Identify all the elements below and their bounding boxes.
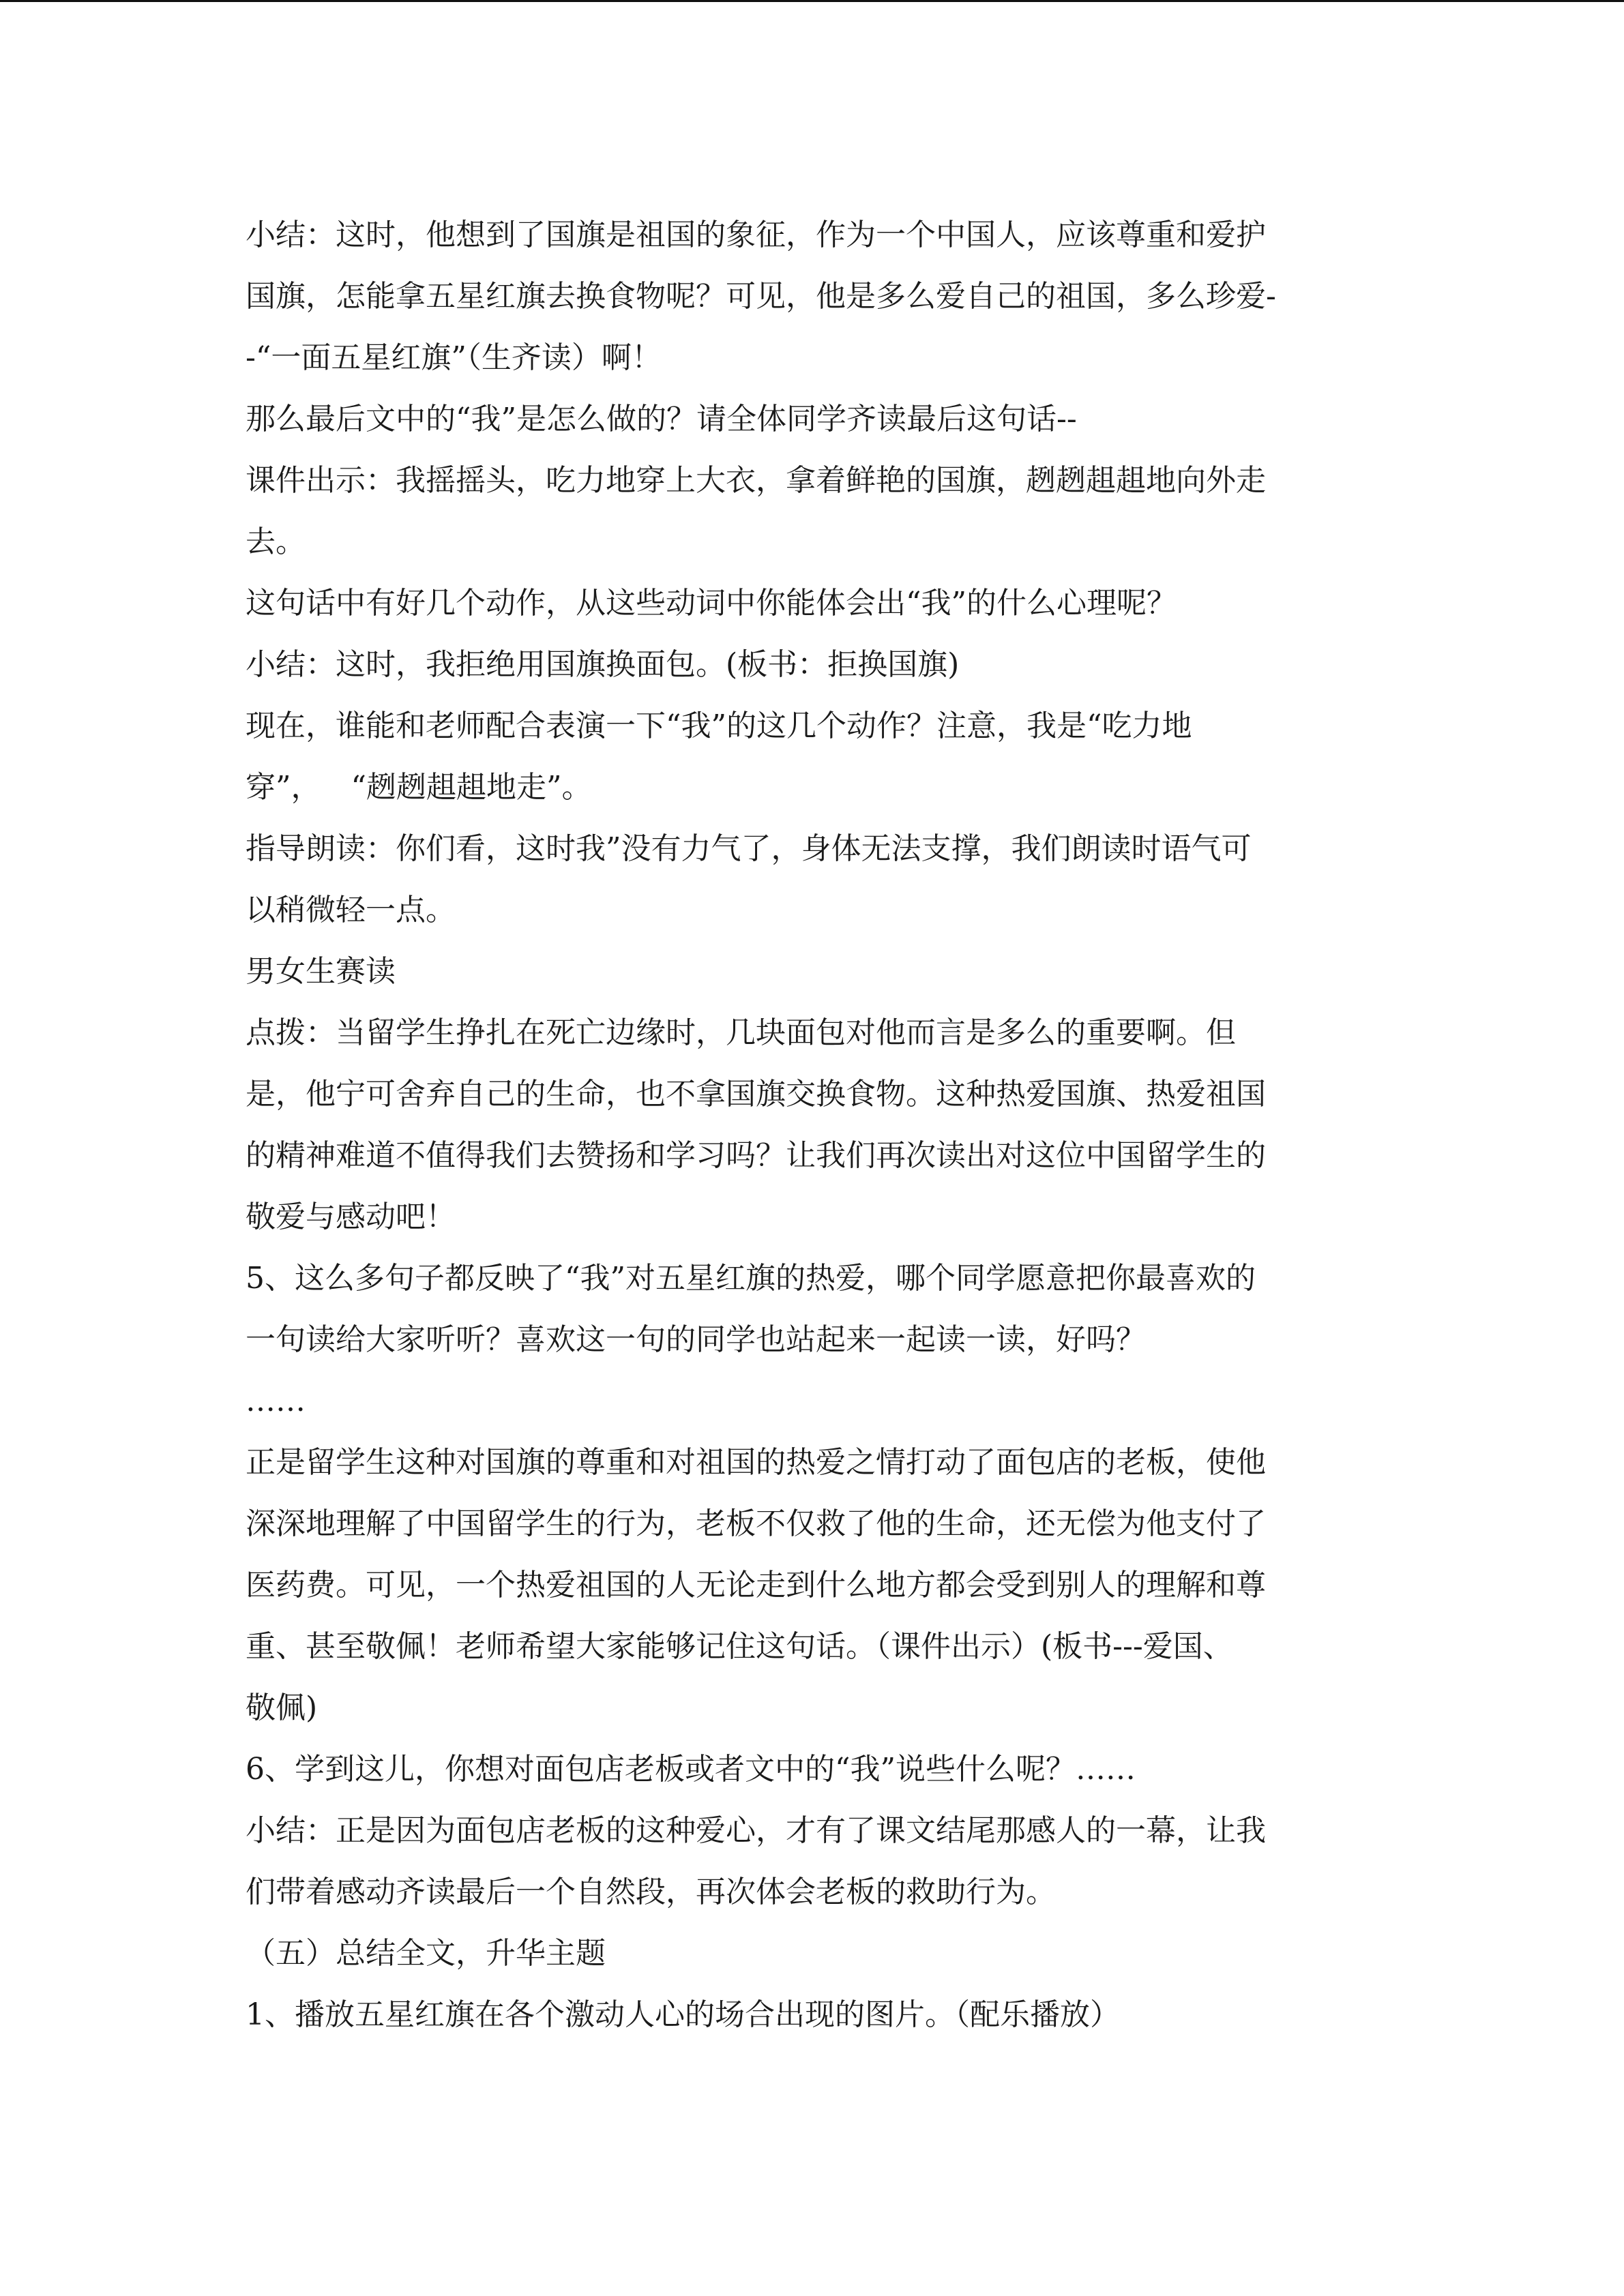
text-line: 小结：正是因为面包店老板的这种爱心，才有了课文结尾那感人的一幕，让我	[246, 1813, 1266, 1848]
text-line: 的精神难道不值得我们去赞扬和学习吗？让我们再次读出对这位中国留学生的	[246, 1138, 1266, 1173]
text-line: 那么最后文中的“我”是怎么做的？请全体同学齐读最后这句话--	[246, 402, 1077, 436]
text-line: 这句话中有好几个动作，从这些动词中你能体会出“我”的什么心理呢？	[246, 586, 1177, 621]
text-fragment: 穿”，	[246, 770, 321, 805]
top-border-line	[0, 0, 1624, 2]
text-line: 是，他宁可舍弃自己的生命，也不拿国旗交换食物。这种热爱国旗、热爱祖国	[246, 1077, 1266, 1112]
text-line: 们带着感动齐读最后一个自然段，再次体会老板的救助行为。	[246, 1875, 1056, 1909]
text-line: 小结：这时，他想到了国旗是祖国的象征，作为一个中国人，应该尊重和爱护	[246, 218, 1266, 252]
text-line: 男女生赛读	[246, 954, 396, 989]
text-line: 指导朗读：你们看，这时我”没有力气了，身体无法支撑，我们朗读时语气可	[246, 831, 1252, 866]
text-line: 敬爱与感动吧！	[246, 1199, 456, 1234]
section-heading: （五）总结全文，升华主题	[246, 1936, 606, 1971]
text-line: 敬佩)	[246, 1690, 318, 1725]
text-line: 重、甚至敬佩！老师希望大家能够记住这句话。（课件出示）(板书---爱国、	[246, 1629, 1233, 1664]
text-line: ……	[246, 1384, 306, 1418]
document-body	[246, 205, 1378, 2046]
text-line: 国旗，怎能拿五星红旗去换食物呢？可见，他是多么爱自己的祖国，多么珍爱-	[246, 279, 1276, 314]
text-line: 医药费。可见，一个热爱祖国的人无论走到什么地方都会受到别人的理解和尊	[246, 1568, 1266, 1602]
text-line: 正是留学生这种对国旗的尊重和对祖国的热爱之情打动了面包店的老板，使他	[246, 1445, 1266, 1480]
text-line: 深深地理解了中国留学生的行为，老板不仅救了他的生命，还无偿为他支付了	[246, 1506, 1266, 1541]
text-line: 一句读给大家听听？喜欢这一句的同学也站起来一起读一读，好吗？	[246, 1322, 1146, 1357]
text-line: 小结：这时，我拒绝用国旗换面包。(板书：拒换国旗)	[246, 647, 960, 682]
text-fragment: “趔趔趄趄地走”。	[351, 770, 592, 805]
text-line: 课件出示：我摇摇头，吃力地穿上大衣，拿着鲜艳的国旗，趔趔趄趄地向外走	[246, 463, 1266, 498]
text-line: 以稍微轻一点。	[246, 893, 456, 927]
text-line: 现在，谁能和老师配合表演一下“我”的这几个动作？注意，我是“吃力地	[246, 709, 1192, 743]
text-line-split	[246, 757, 1378, 818]
text-line: 6、学到这儿，你想对面包店老板或者文中的“我”说些什么呢？……	[246, 1752, 1136, 1787]
text-line: 点拨：当留学生挣扎在死亡边缘时，几块面包对他而言是多么的重要啊。但	[246, 1015, 1236, 1050]
text-line: -“一面五星红旗”（生齐读）啊！	[246, 340, 662, 375]
text-line: 去。	[246, 524, 306, 559]
text-line: 1、播放五星红旗在各个激动人心的场合出现的图片。（配乐播放）	[246, 1997, 1120, 2032]
text-line: 5、这么多句子都反映了“我”对五星红旗的热爱，哪个同学愿意把你最喜欢的	[246, 1261, 1256, 1296]
